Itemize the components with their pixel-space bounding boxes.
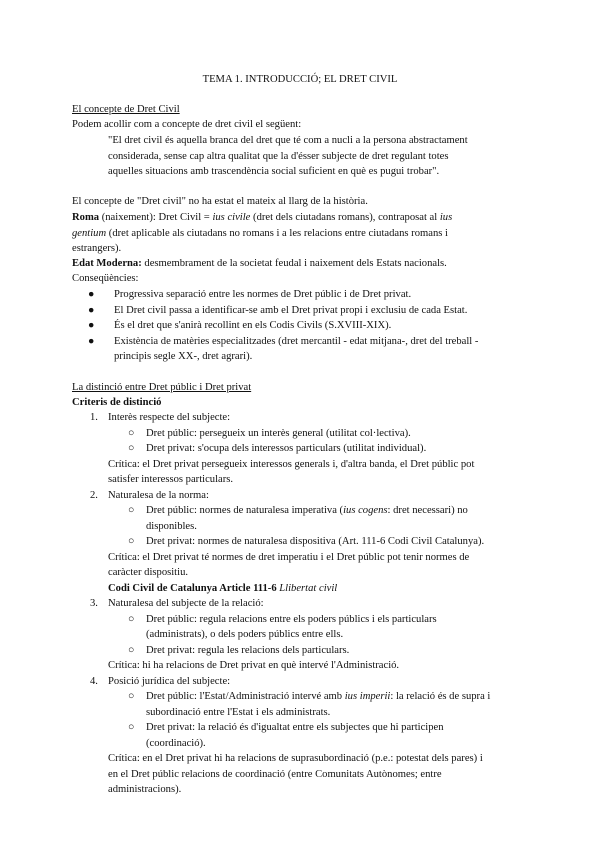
history-text: El concepte de "Dret civil" no ha estat el mateix al llarg de la història.	[72, 196, 368, 207]
criterion-item-cont: subordinació entre l'Estat i els administrats.	[146, 707, 331, 718]
list-number: 1.	[90, 412, 98, 423]
criterion-item	[146, 503, 528, 518]
criterion-title: Naturalesa del subjecte de la relació:	[108, 598, 264, 609]
criterion-item: Dret privat: regula les relacions dels particulars.	[146, 645, 350, 656]
critique: satisfer interessos particulars.	[108, 474, 234, 485]
list-number: 4.	[90, 676, 98, 687]
roma-text: (naixement): Dret Civil =	[99, 212, 213, 223]
edat-text: desmembrament de la societat feudal i naixement dels Estats nacionals.	[141, 258, 447, 269]
section-heading-distinction: La distinció entre Dret públic i Dret privat	[72, 382, 252, 393]
item-text: Dret públic: normes de naturalesa imperativa (	[146, 505, 344, 516]
criterion-title: Interès respecte del subjecte:	[108, 412, 231, 423]
bullet-icon: ●	[88, 289, 95, 300]
critique: Crítica: el Dret privat persegueix interessos generals i, d'altra banda, el Dret públic pot	[108, 459, 475, 470]
roma-line-2	[72, 226, 528, 241]
codi-label: Codi Civil de Catalunya Article 111-6	[108, 583, 277, 594]
circle-icon: ○	[128, 691, 135, 702]
roma-term: ius civile	[212, 212, 251, 223]
circle-icon: ○	[128, 428, 135, 439]
bullet-text: Existència de matèries especialitzades (dret mercantil - edat mitjana-, dret del treball -	[114, 336, 479, 347]
intro-text: Podem acollir com a concepte de dret civil el següent:	[72, 119, 302, 130]
quote-line: aquelles situacions amb trascendència social suficient en què es pugui trobar".	[108, 166, 440, 177]
document-title: TEMA 1. INTRODUCCIÓ; EL DRET CIVIL	[202, 74, 398, 85]
bullet-text: El Dret civil passa a identificar-se amb el Dret privat propi i exclusiu de cada Estat.	[114, 305, 468, 316]
bullet-text: Progressiva separació entre les normes de Dret públic i de Dret privat.	[114, 289, 412, 300]
item-text: Dret públic: l'Estat/Administració intervé amb	[146, 691, 345, 702]
roma-label: Roma	[72, 212, 100, 223]
bullet-text: És el dret que s'anirà recollint en els Codis Civils (S.XVIII-XIX).	[114, 320, 392, 331]
item-term: ius cogens	[343, 505, 388, 516]
critique: caràcter dispositiu.	[108, 567, 189, 578]
subheading-criteria: Criteris de distinció	[72, 397, 162, 408]
criterion-title: Naturalesa de la norma:	[108, 490, 209, 501]
roma-term: gentium	[72, 228, 107, 239]
circle-icon: ○	[128, 614, 135, 625]
bullet-icon: ●	[88, 320, 95, 331]
criterion-item: Dret públic: regula relacions entre els poders públics i els particulars	[146, 614, 437, 625]
codi-title: Llibertat civil	[276, 583, 338, 594]
criterion-item	[146, 689, 528, 704]
circle-icon: ○	[128, 536, 135, 547]
critique: administracions).	[108, 784, 182, 795]
criterion-item: Dret públic: persegueix un interès general (utilitat col·lectiva).	[146, 428, 411, 439]
roma-term: ius	[439, 212, 453, 223]
circle-icon: ○	[128, 722, 135, 733]
edat-line	[72, 256, 528, 271]
item-text: : dret necessari) no	[387, 505, 468, 516]
criterion-item: Dret privat: normes de naturalesa dispositiva (Art. 111-6 Codi Civil Catalunya).	[146, 536, 485, 547]
item-text: : la relació és de supra i	[390, 691, 491, 702]
critique: Crítica: el Dret privat té normes de dret imperatiu i el Dret públic pot tenir normes de	[108, 552, 470, 563]
circle-icon: ○	[128, 645, 135, 656]
criterion-title: Posició jurídica del subjecte:	[108, 676, 231, 687]
criterion-item-cont: (coordinació).	[146, 738, 206, 749]
critique: Crítica: en el Dret privat hi ha relacions de suprasubordinació (p.e.: potestat dels pares) i	[108, 753, 483, 764]
roma-line-3: estrangers).	[72, 243, 122, 254]
list-number: 2.	[90, 490, 98, 501]
edat-label: Edat Moderna:	[72, 258, 142, 269]
circle-icon: ○	[128, 443, 135, 454]
item-term: ius imperii	[344, 691, 391, 702]
section-heading-concept: El concepte de Dret Civil	[72, 104, 180, 115]
bullet-icon: ●	[88, 336, 95, 347]
list-number: 3.	[90, 598, 98, 609]
quote-line: considerada, sense cap altra qualitat que la d'ésser subjecte de dret regulant totes	[108, 151, 449, 162]
criterion-item: Dret privat: la relació és d'igualtat entre els subjectes que hi participen	[146, 722, 444, 733]
roma-text: (dret dels ciutadans romans), contraposat al	[250, 212, 440, 223]
critique: Crítica: hi ha relacions de Dret privat en què intervé l'Administració.	[108, 660, 400, 671]
codi-reference	[108, 581, 528, 596]
bullet-text: principis segle XX-, dret agrari).	[114, 351, 253, 362]
quote-line: "El dret civil és aquella branca del dret que té com a nucli a la persona abstractament	[108, 135, 468, 146]
bullet-icon: ●	[88, 305, 95, 316]
roma-text: (dret aplicable als ciutadans no romans i a les relacions entre ciutadans romans i	[106, 228, 448, 239]
circle-icon: ○	[128, 505, 135, 516]
criterion-item-cont: disponibles.	[146, 521, 197, 532]
criterion-item-cont: (administrats), o dels poders públics entre ells.	[146, 629, 344, 640]
conseq-label: Conseqüències:	[72, 273, 139, 284]
criterion-item: Dret privat: s'ocupa dels interessos particulars (utilitat individual).	[146, 443, 427, 454]
critique: en el Dret públic relacions de coordinació (entre Comunitats Autònomes; entre	[108, 769, 442, 780]
roma-line	[72, 210, 528, 225]
